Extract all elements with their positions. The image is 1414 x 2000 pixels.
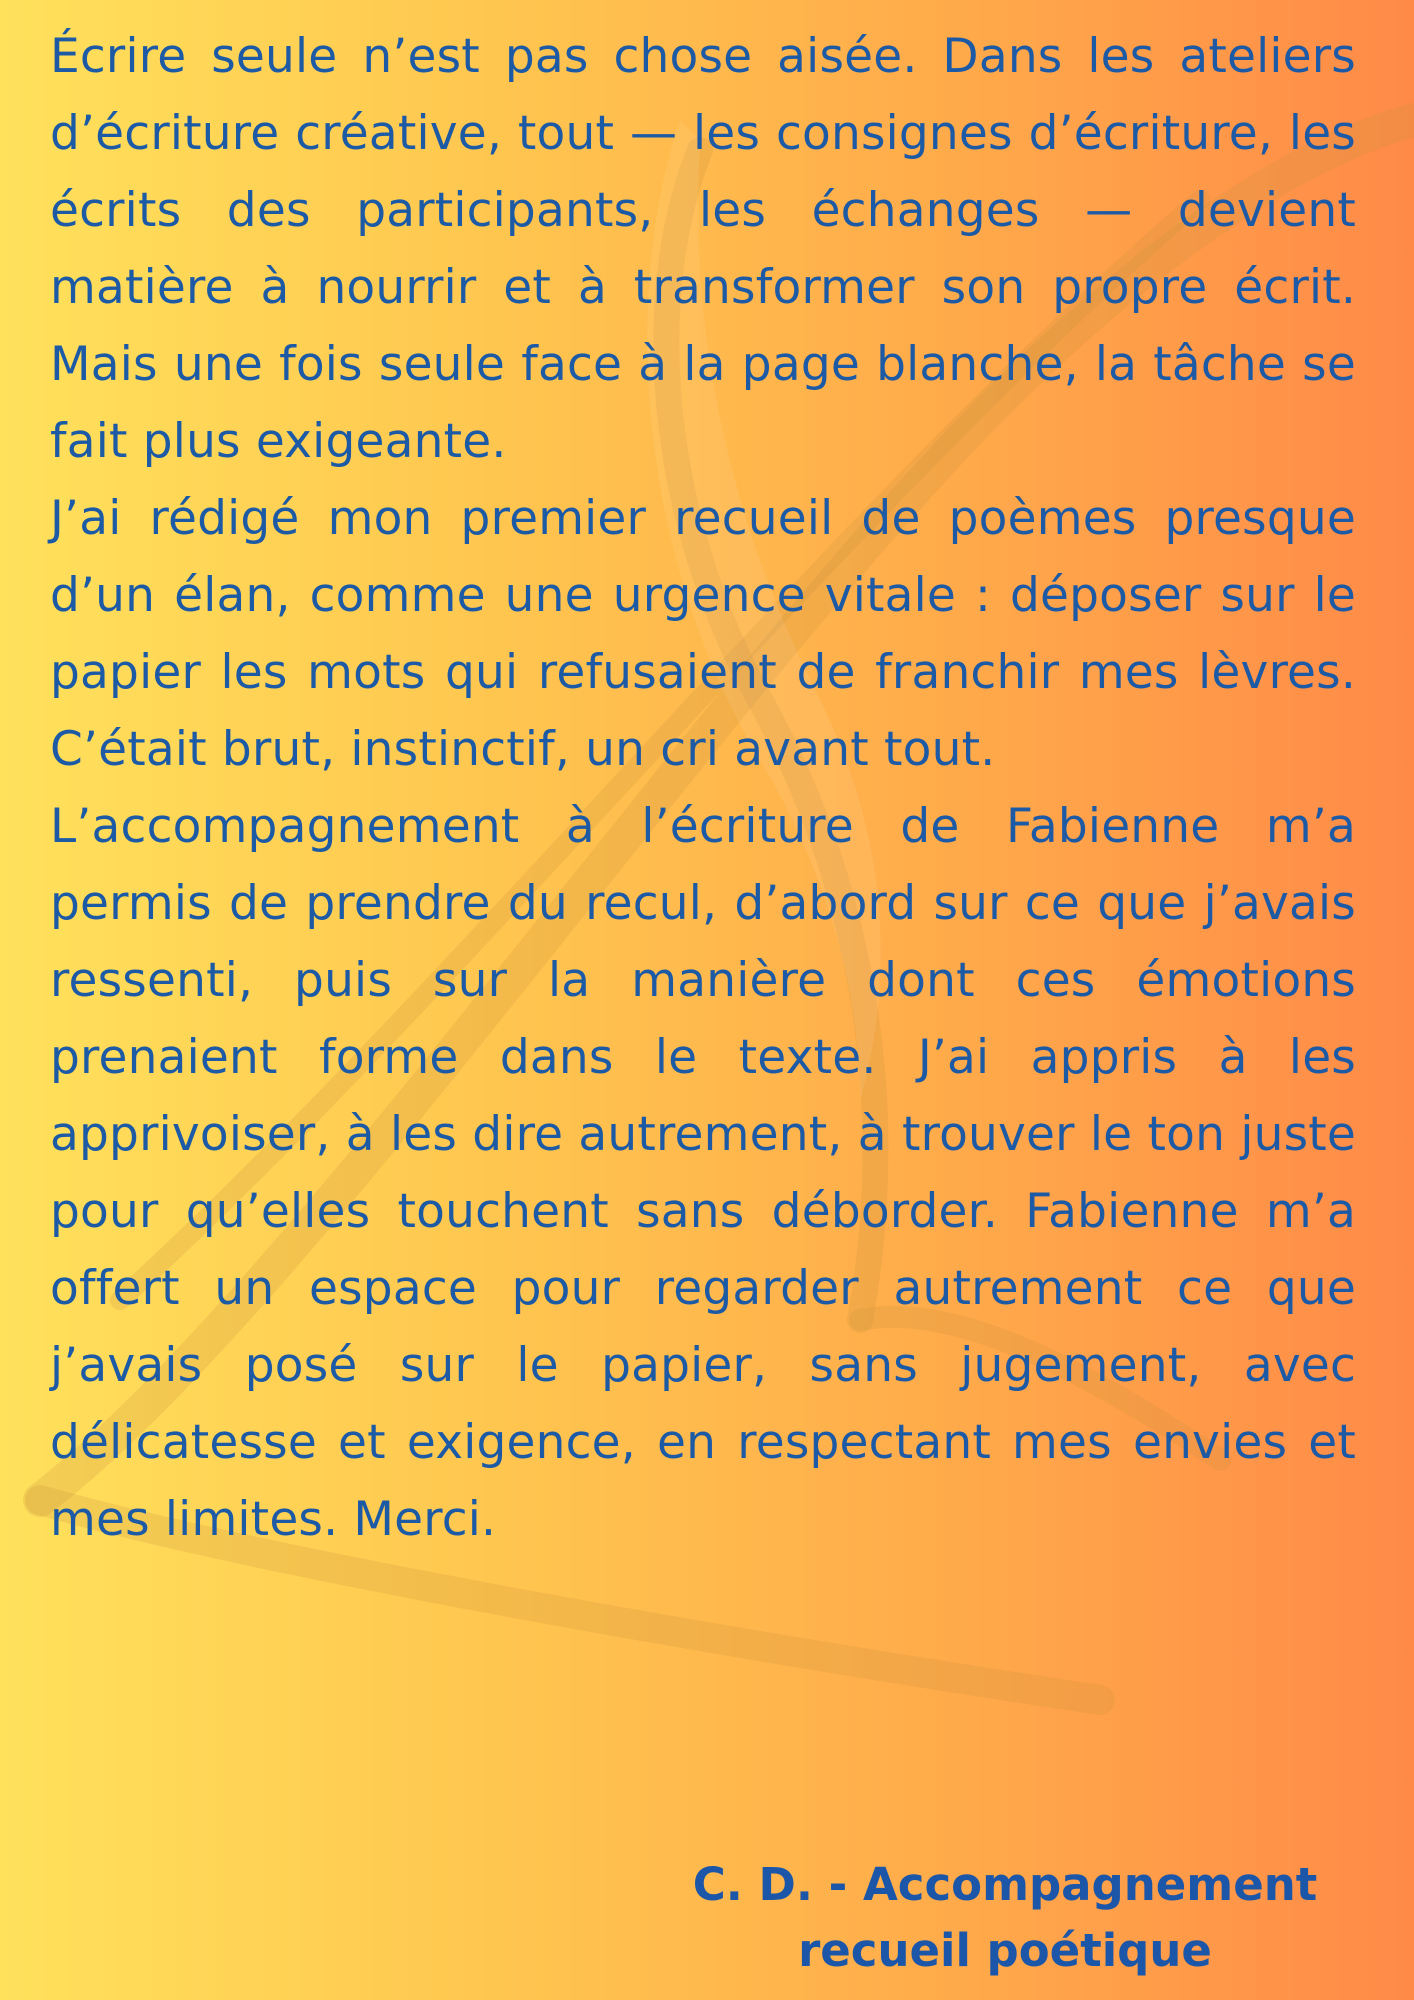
paragraph-2: J’ai rédigé mon premier recueil de poèmes presque d’un élan, comme une urgence vitale : déposer sur le papier les mots qui refusaient de franchir mes lèvres. C’était brut, instinctif, un cri avant tout. (50, 491, 1356, 777)
paragraph-1: Écrire seule n’est pas chose aisée. Dans les ateliers d’écriture créative, tout — les consignes d’écriture, les écrits des participants, les échanges — devient matière à nourrir et à transformer son propre écrit. Mais une fois seule face à la page blanche, la tâche se fait plus exigeante. (50, 29, 1356, 469)
testimonial-body (50, 18, 1356, 1558)
signature-line-1: C. D. - Accompagnement (692, 1858, 1318, 1911)
paragraph-3: L’accompagnement à l’écriture de Fabienne m’a permis de prendre du recul, d’abord sur ce que j’avais ressenti, puis sur la manière dont ces émotions prenaient forme dans le texte. J’ai appris à les apprivoiser, à les dire autrement, à trouver le ton juste pour qu’elles touchent sans déborder. Fabienne m’a offert un espace pour regarder autrement ce que j’avais posé sur le papier, sans jugement, avec délicatesse et exigence, en respectant mes envies et mes limites. Merci. (50, 799, 1356, 1547)
signature-line-2: recueil poétique (798, 1924, 1212, 1977)
signature-block (600, 1852, 1410, 1984)
